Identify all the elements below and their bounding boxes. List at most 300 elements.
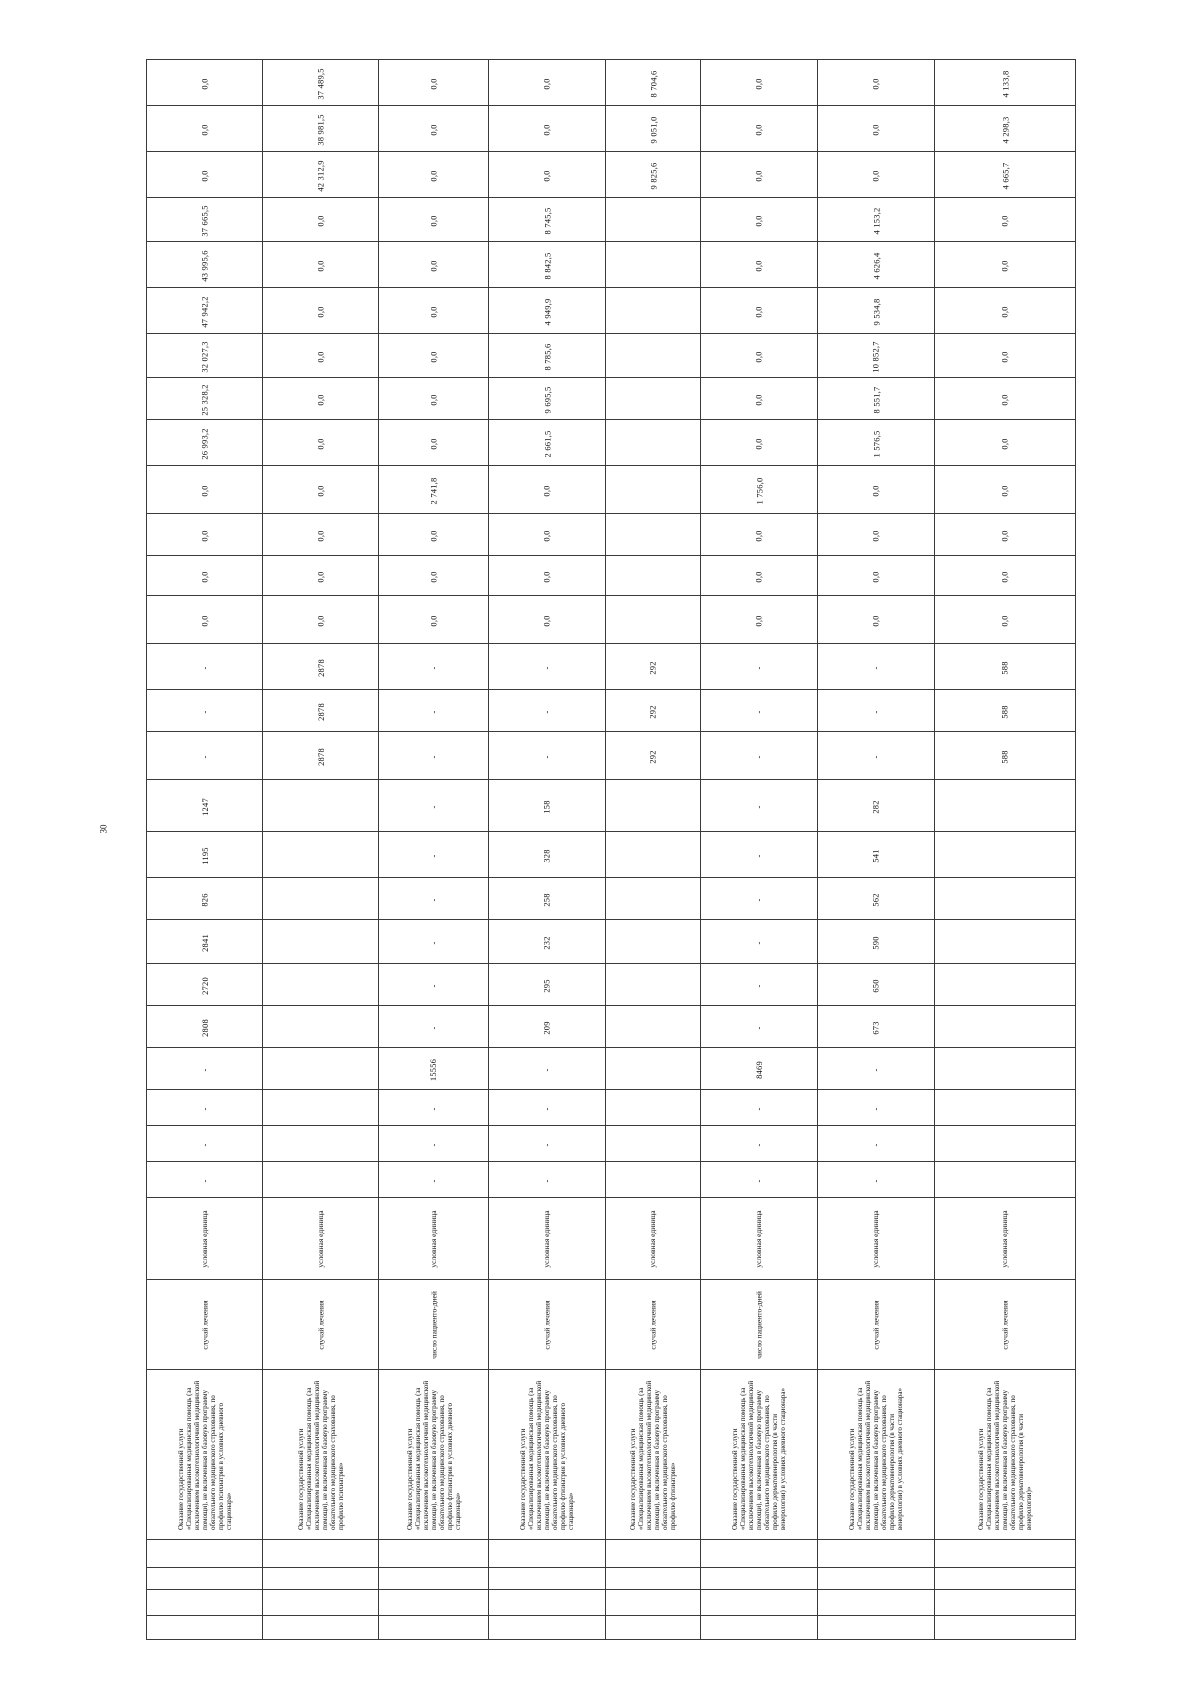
unit-cell: [935, 1198, 1076, 1280]
table-cell: [147, 878, 263, 920]
table-row: [147, 420, 1076, 466]
index-cell: [147, 1568, 263, 1590]
table-cell: [489, 556, 606, 596]
cell-value: 0,0: [999, 437, 1010, 450]
table-cell: [263, 288, 379, 334]
table-cell: [606, 644, 701, 690]
index-row: [147, 1568, 1076, 1590]
table-cell: [147, 832, 263, 878]
index-cell: [606, 1568, 701, 1590]
table-row: [147, 334, 1076, 378]
description-cell: [935, 1370, 1076, 1540]
table-cell: [701, 1006, 818, 1048]
table-cell: [606, 1048, 701, 1090]
cell-value: 8 704,6: [648, 70, 658, 97]
table-cell: [935, 832, 1076, 878]
table-cell: [147, 1090, 263, 1126]
table-cell: [263, 198, 379, 242]
cell-value: -: [542, 1067, 552, 1072]
table-cell: [701, 920, 818, 964]
cell-value: 0,0: [428, 350, 439, 363]
measure-label: случай лечения: [316, 1299, 325, 1350]
cell-value: -: [428, 709, 439, 714]
table-cell: [935, 514, 1076, 556]
cell-value: 9 534,8: [871, 298, 881, 325]
table-cell: [818, 1126, 935, 1162]
table-cell: [489, 964, 606, 1006]
unit-label: условная единица: [999, 1209, 1009, 1268]
table-cell: [818, 644, 935, 690]
table-cell: [263, 1162, 379, 1198]
cell-value: -: [199, 1142, 210, 1147]
cell-value: -: [871, 1106, 881, 1111]
table-cell: [147, 644, 263, 690]
cell-value: 328: [541, 848, 552, 863]
cell-value: 43 995,6: [199, 249, 210, 282]
table-cell: [379, 832, 489, 878]
table-cell: [147, 378, 263, 420]
table-cell: [935, 378, 1076, 420]
index-cell: [147, 1616, 263, 1640]
table-cell: [701, 334, 818, 378]
table-cell: [263, 420, 379, 466]
table-cell: [379, 288, 489, 334]
cell-value: 158: [541, 799, 552, 814]
cell-value: -: [871, 665, 881, 670]
cell-value: 4 626,4: [871, 252, 881, 279]
table-cell: [489, 920, 606, 964]
table-cell: [935, 1162, 1076, 1198]
index-cell: [263, 1590, 379, 1616]
cell-value: -: [871, 1142, 881, 1147]
cell-value: 2841: [199, 933, 210, 952]
index-cell: [818, 1616, 935, 1640]
table-cell: [606, 198, 701, 242]
table-cell: [606, 556, 701, 596]
page-number: 30: [98, 824, 109, 834]
table-cell: [701, 514, 818, 556]
cell-value: 0,0: [315, 484, 326, 497]
index-cell: [263, 1568, 379, 1590]
table-row: [147, 1162, 1076, 1198]
table-cell: [379, 878, 489, 920]
table-cell: [379, 106, 489, 152]
cell-value: 0,0: [753, 77, 764, 90]
table-cell: [147, 780, 263, 832]
cell-value: 0,0: [870, 614, 881, 627]
cell-value: 0,0: [199, 123, 210, 136]
cell-value: 0,0: [870, 484, 881, 497]
cell-value: -: [428, 665, 439, 670]
cell-value: 588: [999, 660, 1010, 675]
table-row: [147, 378, 1076, 420]
table-cell: [606, 466, 701, 514]
index-cell: [701, 1590, 818, 1616]
table-cell: [263, 152, 379, 198]
table-cell: [606, 596, 701, 644]
table-cell: [818, 198, 935, 242]
table-cell: [263, 514, 379, 556]
cell-value: 1247: [199, 797, 210, 816]
cell-value: 0,0: [315, 614, 326, 627]
table-cell: [935, 242, 1076, 288]
table-cell: [606, 420, 701, 466]
table-cell: [379, 644, 489, 690]
table-cell: [701, 780, 818, 832]
cell-value: 2878: [315, 702, 326, 721]
description-cell: [818, 1370, 935, 1540]
table-cell: [818, 780, 935, 832]
measure-cell: [263, 1280, 379, 1370]
table-cell: [818, 732, 935, 780]
table-cell: [379, 198, 489, 242]
description-cell: [701, 1370, 818, 1540]
table-cell: [701, 198, 818, 242]
cell-value: 0,0: [315, 437, 326, 450]
index-cell: [818, 1540, 935, 1568]
table-cell: [489, 878, 606, 920]
cell-value: 0,0: [541, 614, 552, 627]
table-cell: [818, 242, 935, 288]
table-row: [147, 780, 1076, 832]
table-cell: [147, 288, 263, 334]
table-cell: [379, 152, 489, 198]
table-cell: [263, 690, 379, 732]
cell-value: 2720: [199, 976, 210, 995]
table-cell: [935, 420, 1076, 466]
table-grid: [146, 59, 1076, 1640]
cell-value: -: [542, 1142, 552, 1147]
index-cell: [379, 1590, 489, 1616]
measure-label: случай лечения: [871, 1299, 881, 1350]
cell-value: -: [428, 940, 439, 945]
cell-value: -: [428, 1106, 439, 1111]
table-cell: [606, 1006, 701, 1048]
table-row: [147, 644, 1076, 690]
measure-label: число пациенто-дней: [754, 1290, 764, 1359]
cell-value: -: [754, 754, 764, 759]
table-cell: [818, 1006, 935, 1048]
cell-value: 0,0: [428, 529, 439, 542]
cell-value: 0,0: [428, 123, 439, 136]
table-cell: [818, 964, 935, 1006]
cell-value: 8 551,7: [871, 386, 881, 413]
cell-value: 0,0: [199, 614, 210, 627]
table-cell: [379, 1090, 489, 1126]
index-cell: [147, 1540, 263, 1568]
table-cell: [263, 920, 379, 964]
cell-value: 673: [870, 1020, 881, 1035]
index-cell: [489, 1590, 606, 1616]
table-cell: [489, 1006, 606, 1048]
cell-value: -: [754, 1178, 764, 1183]
cell-value: -: [754, 804, 764, 809]
cell-value: 2 661,5: [542, 430, 552, 457]
table-cell: [147, 690, 263, 732]
table-row: [147, 152, 1076, 198]
index-cell: [818, 1590, 935, 1616]
cell-value: 15556: [428, 1058, 439, 1081]
table-cell: [263, 60, 379, 106]
cell-value: 47 942,2: [199, 295, 210, 328]
table-cell: [701, 964, 818, 1006]
table-cell: [701, 378, 818, 420]
cell-value: -: [428, 754, 439, 759]
table-cell: [935, 690, 1076, 732]
table-cell: [935, 198, 1076, 242]
table-cell: [935, 288, 1076, 334]
description-cell: [147, 1370, 263, 1540]
unit-label: условная единица: [199, 1209, 209, 1268]
table-cell: [701, 288, 818, 334]
cell-value: 2 741,8: [428, 477, 439, 504]
cell-value: 0,0: [870, 77, 881, 90]
table-cell: [489, 1126, 606, 1162]
table-cell: [379, 420, 489, 466]
cell-value: 292: [647, 704, 658, 719]
cell-value: 0,0: [870, 529, 881, 542]
table-row: [147, 242, 1076, 288]
cell-value: -: [428, 1025, 439, 1030]
table-cell: [701, 690, 818, 732]
table-cell: [379, 690, 489, 732]
index-cell: [379, 1616, 489, 1640]
description-cell: [606, 1370, 701, 1540]
cell-value: 4 298,3: [1000, 116, 1010, 143]
cell-value: 0,0: [999, 570, 1010, 583]
cell-value: 0,0: [541, 529, 552, 542]
cell-value: -: [542, 709, 552, 714]
measure-cell: [147, 1280, 263, 1370]
index-cell: [701, 1568, 818, 1590]
table-cell: [489, 732, 606, 780]
cell-value: 0,0: [428, 305, 439, 318]
cell-value: 0,0: [753, 169, 764, 182]
table-cell: [606, 878, 701, 920]
table-cell: [489, 832, 606, 878]
table-cell: [147, 420, 263, 466]
index-row: [147, 1616, 1076, 1640]
table-cell: [147, 60, 263, 106]
unit-label: условная единица: [870, 1209, 880, 1268]
table-cell: [701, 644, 818, 690]
cell-value: 37 665,5: [199, 204, 210, 237]
unit-cell: [818, 1198, 935, 1280]
index-cell: [606, 1590, 701, 1616]
cell-value: 0,0: [541, 77, 552, 90]
index-cell: [379, 1568, 489, 1590]
table-cell: [489, 780, 606, 832]
measure-label: случай лечения: [648, 1299, 658, 1350]
unit-cell: [606, 1198, 701, 1280]
cell-value: 0,0: [315, 259, 326, 272]
measure-label: число пациенто-дней: [429, 1290, 438, 1359]
cell-value: -: [428, 897, 439, 902]
table-cell: [818, 832, 935, 878]
unit-label: условная единица: [647, 1209, 657, 1268]
cell-value: 588: [999, 749, 1010, 764]
cell-value: 292: [647, 660, 658, 675]
cell-value: -: [428, 1142, 439, 1147]
table-row: [147, 596, 1076, 644]
table-cell: [701, 60, 818, 106]
table-cell: [606, 964, 701, 1006]
cell-value: 0,0: [199, 570, 210, 583]
cell-value: 0,0: [199, 169, 210, 182]
table-cell: [379, 732, 489, 780]
table-cell: [379, 556, 489, 596]
table-cell: [379, 596, 489, 644]
table-cell: [606, 378, 701, 420]
table-cell: [818, 60, 935, 106]
index-cell: [489, 1540, 606, 1568]
cell-value: 0,0: [315, 529, 326, 542]
table-cell: [489, 334, 606, 378]
table-cell: [606, 288, 701, 334]
table-cell: [701, 596, 818, 644]
cell-value: 4 665,7: [1000, 162, 1010, 189]
cell-value: -: [754, 940, 764, 945]
cell-value: -: [754, 1025, 764, 1030]
service-description: Оказание государственной услуги «Специализированная медицинская помощь (за исключением высокотехнологичной медицинской помощи), не включенная в базовую программу обязательного медицинского страхования, по профилю психиатрия в условиях дневного стационара»: [176, 1380, 233, 1530]
table-cell: [818, 466, 935, 514]
table-cell: [701, 466, 818, 514]
table-cell: [606, 152, 701, 198]
description-row: [147, 1370, 1076, 1540]
table-cell: [935, 60, 1076, 106]
table-cell: [489, 596, 606, 644]
table-cell: [263, 1090, 379, 1126]
table-cell: [701, 1126, 818, 1162]
table-cell: [701, 106, 818, 152]
cell-value: 9 825,6: [648, 162, 658, 189]
table-cell: [935, 644, 1076, 690]
table-cell: [489, 1048, 606, 1090]
table-cell: [701, 242, 818, 288]
table-cell: [935, 1126, 1076, 1162]
table-cell: [818, 288, 935, 334]
table-cell: [489, 106, 606, 152]
table-cell: [147, 1162, 263, 1198]
table-cell: [263, 1048, 379, 1090]
table-cell: [701, 152, 818, 198]
cell-value: 0,0: [753, 393, 764, 406]
table-cell: [701, 732, 818, 780]
cell-value: 38 981,5: [315, 113, 326, 146]
cell-value: 826: [199, 892, 210, 907]
index-cell: [935, 1616, 1076, 1640]
table-cell: [935, 1090, 1076, 1126]
cell-value: -: [199, 1067, 210, 1072]
table-cell: [147, 106, 263, 152]
table-cell: [489, 152, 606, 198]
cell-value: 0,0: [428, 259, 439, 272]
table-cell: [606, 780, 701, 832]
table-cell: [489, 466, 606, 514]
table-cell: [935, 878, 1076, 920]
cell-value: 8 785,6: [542, 343, 552, 370]
index-cell: [606, 1540, 701, 1568]
table-cell: [147, 1006, 263, 1048]
index-cell: [701, 1540, 818, 1568]
table-cell: [606, 514, 701, 556]
cell-value: 25 328,2: [199, 383, 210, 416]
cell-value: 0,0: [753, 123, 764, 136]
table-cell: [935, 334, 1076, 378]
cell-value: 1195: [199, 846, 210, 865]
cell-value: -: [428, 853, 439, 858]
cell-value: -: [542, 665, 552, 670]
unit-cell: [147, 1198, 263, 1280]
table-cell: [606, 334, 701, 378]
table-cell: [818, 1048, 935, 1090]
cell-value: -: [754, 1142, 764, 1147]
table-cell: [379, 1006, 489, 1048]
table-row: [147, 556, 1076, 596]
cell-value: 4 949,9: [542, 298, 552, 325]
table-cell: [818, 690, 935, 732]
cell-value: 2878: [315, 747, 326, 766]
table-cell: [147, 152, 263, 198]
index-row: [147, 1540, 1076, 1568]
table-cell: [701, 556, 818, 596]
cell-value: -: [871, 1178, 881, 1183]
table-cell: [147, 198, 263, 242]
table-cell: [606, 106, 701, 152]
cell-value: -: [542, 1178, 552, 1183]
table-cell: [606, 1126, 701, 1162]
cell-value: -: [754, 665, 764, 670]
table-cell: [935, 964, 1076, 1006]
table-cell: [263, 964, 379, 1006]
table-cell: [489, 60, 606, 106]
table-cell: [147, 334, 263, 378]
table-cell: [379, 60, 489, 106]
index-cell: [818, 1568, 935, 1590]
table-row: [147, 466, 1076, 514]
cell-value: 0,0: [428, 77, 439, 90]
cell-value: 0,0: [541, 484, 552, 497]
index-cell: [263, 1540, 379, 1568]
index-cell: [935, 1568, 1076, 1590]
cell-value: 541: [870, 848, 881, 863]
index-cell: [935, 1540, 1076, 1568]
table-cell: [263, 596, 379, 644]
table-cell: [147, 920, 263, 964]
cell-value: 0,0: [870, 570, 881, 583]
cell-value: 588: [999, 704, 1010, 719]
measure-cell: [935, 1280, 1076, 1370]
table-cell: [489, 690, 606, 732]
table-row: [147, 732, 1076, 780]
service-description: Оказание государственной услуги «Специализированная медицинская помощь (за исключением высокотехнологичной медицинской помощи), не включенная в базовую программу обязательного медицинского страхования, по профилю фтизиатрия»: [629, 1380, 677, 1530]
unit-cell: [263, 1198, 379, 1280]
unit-cell: [489, 1198, 606, 1280]
cell-value: -: [871, 709, 881, 714]
table-cell: [935, 732, 1076, 780]
cell-value: 0,0: [999, 484, 1010, 497]
table-cell: [935, 780, 1076, 832]
cell-value: 0,0: [428, 614, 439, 627]
table-cell: [379, 242, 489, 288]
table-cell: [818, 334, 935, 378]
table-cell: [606, 60, 701, 106]
cell-value: -: [199, 754, 210, 759]
cell-value: 0,0: [753, 529, 764, 542]
cell-value: 10 852,7: [870, 340, 881, 373]
cell-value: -: [754, 1106, 764, 1111]
table-row: [147, 514, 1076, 556]
